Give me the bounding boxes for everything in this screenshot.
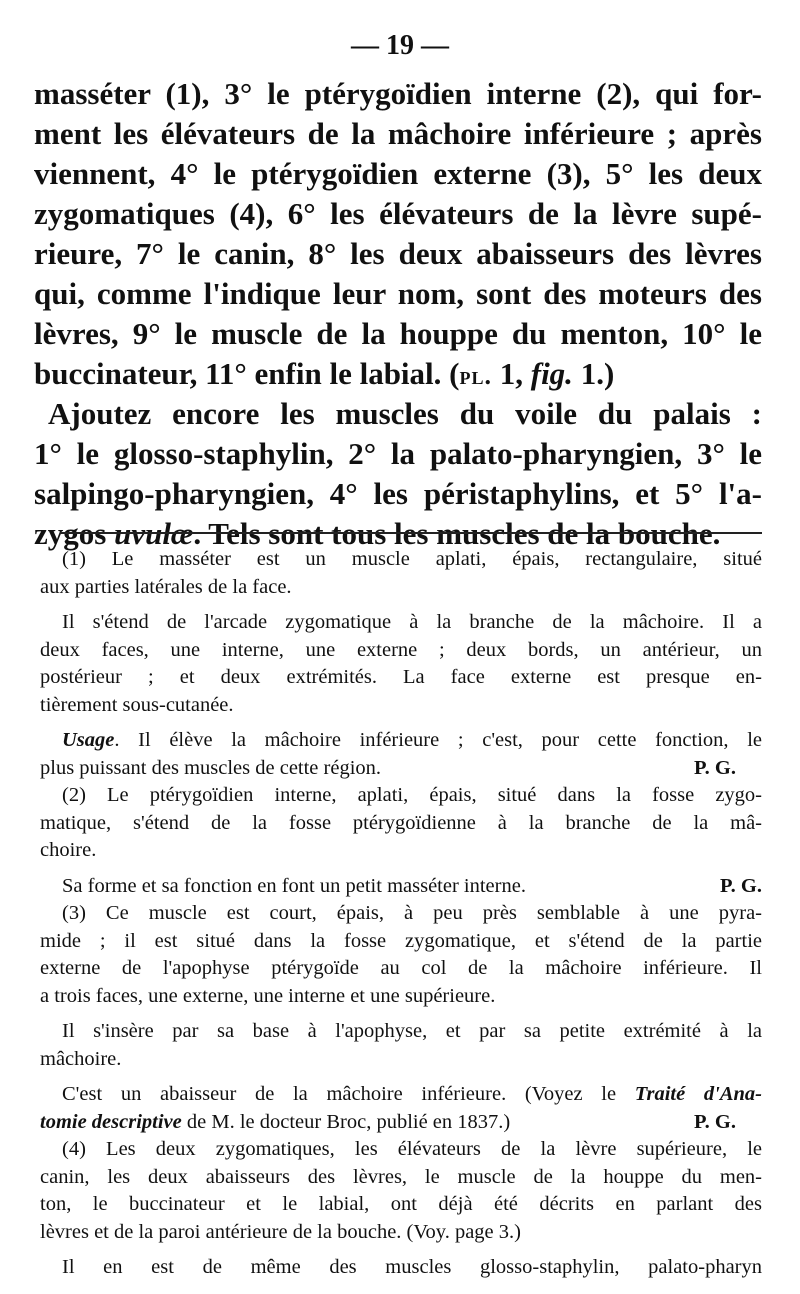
text-line: masséter (1), 3° le ptérygoïdien interne (2), qui for- [34,76,762,111]
signature: P. G. [694,1110,736,1133]
footnote-line: canin, les deux abaisseurs des lèvres, le muscle de la houppe du men- [40,1165,762,1188]
usage-label: Usage [62,729,115,751]
footnote-line [40,755,762,783]
text-fragment: plus puissant des muscles de cette région. [40,756,382,779]
footnote-line: (4) Les deux zygomatiques, les élévateurs de la lèvre supérieure, le [62,1138,762,1160]
text-fragment: zygos [34,516,115,551]
footnote-line [40,873,762,901]
footnote-line: lèvres et de la paroi antérieure de la bouche. (Voy. page 3.) [40,1220,521,1243]
text-line: rieure, 7° le canin, 8° les deux abaisseurs des lèvres [34,236,762,271]
text-fragment: Sa forme et sa fonction en font un petit masséter interne. [62,874,526,897]
text-fragment: buccinateur, 11° enfin le labial. ( [34,356,460,391]
text-line: 1° le glosso-staphylin, 2° la palato-pharyngien, 3° le [34,436,762,471]
plate-num: 1, [492,356,531,391]
footnote-line [40,727,762,755]
footnotes [40,546,762,1282]
footnote-line: choire. [40,839,97,861]
footnote-line: a trois faces, une externe, une interne et une supérieure. [40,984,496,1007]
footnote-line: externe de l'apophyse ptérygoïde au col de la mâchoire inférieure. Il [40,957,762,979]
footnote-line: ton, le buccinateur et le labial, ont déjà été décrits en parlant des [40,1193,762,1215]
text-line: viennent, 4° le ptérygoïdien externe (3), 5° les deux [34,156,762,191]
text-fragment: . Il élève la mâchoire inférieure ; c'est, pour cette fonction, le [114,729,762,751]
main-text [34,74,762,554]
footnote-line: mide ; il est situé dans la fosse zygomatique, et s'étend de la partie [40,929,762,952]
text-line: lèvres, 9° le muscle de la houppe du menton, 10° le [34,316,762,351]
text-fragment: de M. le docteur Broc, publié en 1837.) [181,1110,511,1133]
text-fragment: . Tels sont tous les muscles de la bouche. [193,516,721,551]
footnote-line: (2) Le ptérygoïdien interne, aplati, épais, situé dans la fosse zygo- [62,784,762,806]
footnote-line: aux parties latérales de la face. [40,575,292,598]
text-line: zygomatiques (4), 6° les élévateurs de la lèvre supé- [34,196,762,231]
footnote-line: mâchoire. [40,1047,122,1070]
signature: P. G. [720,874,762,897]
footnote-divider [60,532,762,534]
footnote-line: Il s'insère par sa base à l'apophyse, et par sa petite extrémité à la [62,1020,762,1042]
paragraph-start: Ajoutez encore les muscles du voile du palais : [48,396,762,431]
footnote-line: deux faces, une interne, une externe ; deux bords, un antérieur, un [40,638,762,661]
text-line: qui, comme l'indique leur nom, sont des moteurs des [34,276,762,311]
text-line [34,354,762,394]
fig-num: 1.) [572,356,615,391]
footnote-line [40,1081,762,1109]
footnote-line: Il en est de même des muscles glosso-staphylin, palato-pharyn [62,1256,762,1278]
footnote-line: Il s'étend de l'arcade zygomatique à la branche de la mâchoire. Il a [62,611,762,633]
latin-term: uvulæ [114,516,194,551]
book-title: tomie descriptive [40,1110,182,1133]
footnote-line: tièrement sous-cutanée. [40,693,234,716]
footnote-line: (1) Le masséter est un muscle aplati, épais, rectangulaire, situé [62,548,762,570]
text-line: ment les élévateurs de la mâchoire inférieure ; après [34,116,762,151]
signature: P. G. [694,756,736,779]
book-title: Traité d'Ana- [634,1083,762,1105]
plate-abbr: pl. [459,361,492,390]
text-fragment: C'est un abaisseur de la mâchoire inférieure. (Voyez le [62,1083,635,1105]
fig-abbr: fig. [530,356,573,391]
text-line: salpingo-pharyngien, 4° les péristaphylins, et 5° l'a- [34,476,762,511]
footnote-line: postérieur ; et deux extrémités. La face externe est presque en- [40,666,762,688]
footnote-line [40,1109,762,1137]
footnote-line: (3) Ce muscle est court, épais, à peu près semblable à une pyra- [62,902,762,924]
footnote-line: matique, s'étend de la fosse ptérygoïdienne à la branche de la mâ- [40,811,762,834]
page-number: — 19 — [351,30,449,61]
